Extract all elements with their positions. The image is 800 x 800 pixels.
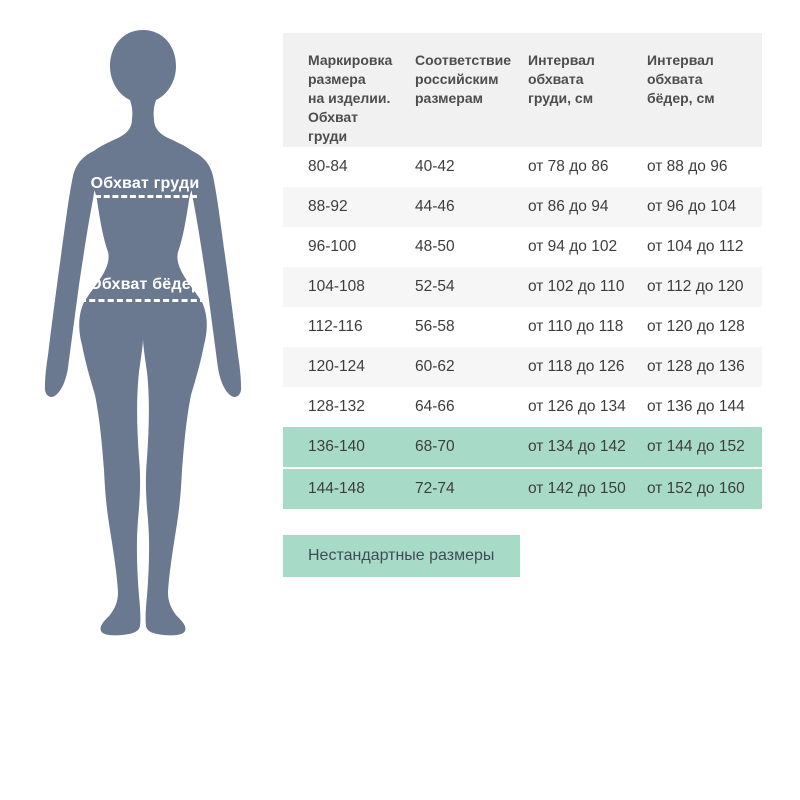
table-cell: 72-74: [415, 480, 455, 497]
header-line: размерам: [415, 90, 483, 106]
hips-dash-line: [80, 299, 206, 302]
table-cell: 52-54: [415, 278, 455, 295]
table-cell: 88-92: [308, 198, 348, 215]
table-cell: от 112 до 120: [647, 278, 744, 295]
torso-legs-shape: [79, 30, 207, 635]
table-cell: 44-46: [415, 198, 455, 215]
table-cell: 60-62: [415, 358, 455, 375]
table-cell: 136-140: [308, 438, 365, 455]
table-cell: от 96 до 104: [647, 198, 737, 215]
table-cell: от 128 до 136: [647, 358, 745, 375]
table-row: [283, 227, 762, 267]
table-cell: 120-124: [308, 358, 365, 375]
header-cell-size-marking: [283, 51, 415, 147]
header-line: Соответствие: [415, 52, 512, 68]
table-row-highlighted: [283, 427, 762, 467]
table-cell: 56-58: [415, 318, 455, 335]
table-cell: 96-100: [308, 238, 357, 255]
header-line: Обхват: [308, 109, 359, 125]
table-header-row: [283, 33, 762, 147]
table-cell: от 88 до 96: [647, 158, 728, 175]
table-row: [283, 147, 762, 187]
table-cell: 80-84: [308, 158, 348, 175]
header-cell-russian-sizes: [415, 51, 528, 147]
table-cell: от 134 до 142: [528, 438, 626, 455]
table-row: [283, 387, 762, 427]
header-cell-bust-interval: [528, 51, 647, 147]
table-cell: от 136 до 144: [647, 398, 745, 415]
table-cell: от 126 до 134: [528, 398, 626, 415]
table-cell: от 120 до 128: [647, 318, 745, 335]
table-cell: от 144 до 152: [647, 438, 745, 455]
table-cell: 64-66: [415, 398, 455, 415]
table-cell: от 142 до 150: [528, 480, 626, 497]
table-row-highlighted: [283, 467, 762, 509]
table-row: [283, 347, 762, 387]
table-row: [283, 267, 762, 307]
table-cell: от 86 до 94: [528, 198, 609, 215]
table-cell: 144-148: [308, 480, 365, 497]
header-line: Маркировка: [308, 52, 393, 68]
table-cell: от 152 до 160: [647, 480, 745, 497]
female-silhouette-illustration: [0, 0, 290, 660]
table-cell: 40-42: [415, 158, 455, 175]
size-table: [283, 33, 762, 509]
header-line: Интервал: [647, 52, 714, 68]
bust-measure-label: Обхват груди: [90, 175, 200, 192]
header-line: размера: [308, 71, 366, 87]
table-cell: 112-116: [308, 318, 363, 335]
table-cell: от 104 до 112: [647, 238, 744, 255]
nonstandard-sizes-legend: Нестандартные размеры: [283, 535, 520, 577]
header-line: Интервал: [528, 52, 595, 68]
table-cell: от 78 до 86: [528, 158, 609, 175]
bust-dash-line: [95, 195, 197, 198]
table-cell: от 118 до 126: [528, 358, 625, 375]
header-line: бёдер, см: [647, 90, 715, 106]
hips-measure-label: Обхват бёдер: [89, 276, 201, 293]
table-cell: 48-50: [415, 238, 455, 255]
table-cell: 128-132: [308, 398, 365, 415]
header-line: российским: [415, 71, 499, 87]
table-row: [283, 187, 762, 227]
header-line: обхвата: [528, 71, 584, 87]
table-cell: 68-70: [415, 438, 455, 455]
table-row: [283, 307, 762, 347]
header-line: на изделии.: [308, 90, 391, 106]
header-line: груди: [308, 128, 348, 144]
table-cell: от 110 до 118: [528, 318, 624, 335]
header-line: обхвата: [647, 71, 703, 87]
header-line: груди, см: [528, 90, 594, 106]
table-cell: 104-108: [308, 278, 365, 295]
body-figure: [0, 0, 290, 660]
table-cell: от 102 до 110: [528, 278, 625, 295]
header-cell-hips-interval: [647, 51, 762, 147]
table-cell: от 94 до 102: [528, 238, 618, 255]
